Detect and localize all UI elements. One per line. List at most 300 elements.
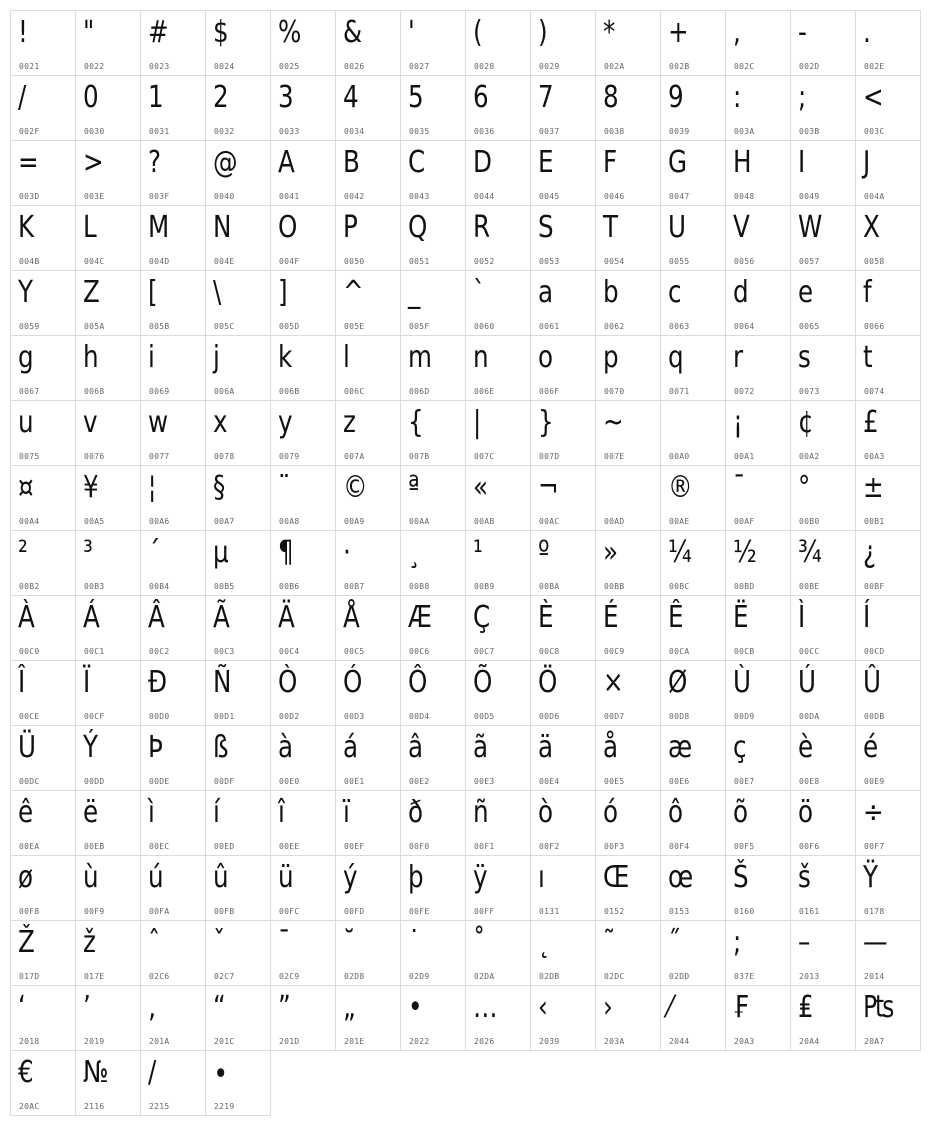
glyph-cell — [466, 76, 531, 141]
glyph-code-label: 00DE — [149, 777, 170, 786]
glyph-code-label: 00CC — [799, 647, 820, 656]
glyph-code-label: 00BE — [799, 582, 820, 591]
glyph-code-label: 0152 — [604, 907, 625, 916]
glyph-code-label: 00B2 — [19, 582, 40, 591]
glyph-code-label: 002F — [19, 127, 40, 136]
glyph-code-label: 003A — [734, 127, 755, 136]
glyph-code-label: 00BB — [604, 582, 625, 591]
glyph-cell — [661, 986, 726, 1051]
glyph-code-label: 00E7 — [734, 777, 755, 786]
glyph-cell — [206, 206, 271, 271]
glyph-code-label: 0028 — [474, 62, 495, 71]
glyph-sample: ï — [343, 795, 350, 830]
glyph-code-label: 00B8 — [409, 582, 430, 591]
glyph-code-label: 00FC — [279, 907, 300, 916]
glyph-sample: © — [343, 470, 368, 505]
glyph-cell — [531, 856, 596, 921]
glyph-code-label: 00EB — [84, 842, 105, 851]
glyph-sample: ^ — [343, 275, 364, 310]
glyph-sample: Z — [83, 275, 100, 310]
glyph-code-label: 0153 — [669, 907, 690, 916]
glyph-code-label: 00DA — [799, 712, 820, 721]
glyph-cell — [76, 726, 141, 791]
glyph-code-label: 00B0 — [799, 517, 820, 526]
glyph-cell — [76, 271, 141, 336]
glyph-sample: M — [148, 210, 170, 245]
glyph-cell — [856, 856, 921, 921]
glyph-cell — [791, 986, 856, 1051]
glyph-code-label: 02DD — [669, 972, 690, 981]
glyph-sample: « — [473, 470, 489, 505]
glyph-sample: ˘ — [343, 925, 356, 960]
glyph-code-label: 005F — [409, 322, 430, 331]
glyph-sample: v — [83, 405, 98, 440]
glyph-sample: ‹ — [538, 990, 548, 1025]
glyph-code-label: 00E4 — [539, 777, 560, 786]
glyph-code-label: 00FE — [409, 907, 430, 916]
glyph-sample: Â — [148, 600, 165, 635]
glyph-sample: ê — [18, 795, 34, 830]
glyph-code-label: 004B — [19, 257, 40, 266]
glyph-sample: X — [863, 210, 880, 245]
glyph-cell — [76, 206, 141, 271]
glyph-cell — [596, 596, 661, 661]
glyph-code-label: 201E — [344, 1037, 365, 1046]
glyph-code-label: 00DD — [84, 777, 105, 786]
glyph-sample: € — [18, 1055, 34, 1090]
glyph-code-label: 00F0 — [409, 842, 430, 851]
glyph-code-label: 017D — [19, 972, 40, 981]
glyph-sample: B — [343, 145, 360, 180]
glyph-code-label: 00D5 — [474, 712, 495, 721]
glyph-cell — [206, 401, 271, 466]
glyph-code-label: 003E — [84, 192, 105, 201]
glyph-sample: N — [213, 210, 232, 245]
glyph-code-label: 00C4 — [279, 647, 300, 656]
glyph-code-label: 2018 — [19, 1037, 40, 1046]
glyph-sample: I — [798, 145, 806, 180]
glyph-sample: ¶ — [278, 535, 294, 570]
glyph-cell — [791, 531, 856, 596]
glyph-sample: » — [603, 535, 619, 570]
glyph-code-label: 00F7 — [864, 842, 885, 851]
glyph-code-label: 0026 — [344, 62, 365, 71]
glyph-code-label: 0059 — [19, 322, 40, 331]
glyph-sample: W — [798, 210, 823, 245]
glyph-sample: } — [538, 405, 554, 440]
glyph-code-label: 00EC — [149, 842, 170, 851]
glyph-sample: ½ — [733, 535, 757, 570]
glyph-code-label: 00CB — [734, 647, 755, 656]
glyph-code-label: 00B7 — [344, 582, 365, 591]
glyph-code-label: 007E — [604, 452, 625, 461]
glyph-sample: ¬ — [538, 470, 559, 505]
glyph-cell — [466, 531, 531, 596]
glyph-sample: ¹ — [473, 535, 483, 570]
glyph-cell — [336, 141, 401, 206]
glyph-code-label: 00B4 — [149, 582, 170, 591]
glyph-code-label: 20A7 — [864, 1037, 885, 1046]
glyph-cell — [726, 466, 791, 531]
glyph-code-label: 00BD — [734, 582, 755, 591]
glyph-sample: ˚ — [473, 925, 486, 960]
glyph-cell — [791, 596, 856, 661]
glyph-sample: d — [733, 275, 749, 310]
glyph-code-label: 00DB — [864, 712, 885, 721]
glyph-code-label: 0022 — [84, 62, 105, 71]
glyph-code-label: 00AA — [409, 517, 430, 526]
glyph-cell — [466, 986, 531, 1051]
glyph-sample: P — [343, 210, 358, 245]
glyph-sample: Á — [83, 600, 100, 635]
glyph-sample: ` — [473, 275, 486, 310]
glyph-cell — [401, 596, 466, 661]
glyph-cell — [661, 921, 726, 986]
glyph-sample: ¯ — [733, 470, 746, 505]
glyph-code-label: 0074 — [864, 387, 885, 396]
glyph-sample: § — [213, 470, 226, 505]
glyph-sample: ¥ — [83, 470, 99, 505]
glyph-cell — [336, 466, 401, 531]
glyph-cell — [401, 986, 466, 1051]
glyph-cell — [401, 336, 466, 401]
glyph-sample: 5 — [408, 80, 424, 115]
glyph-code-label: 006E — [474, 387, 495, 396]
glyph-code-label: 00B6 — [279, 582, 300, 591]
glyph-code-label: 006F — [539, 387, 560, 396]
glyph-code-label: 00FD — [344, 907, 365, 916]
glyph-code-label: 0045 — [539, 192, 560, 201]
glyph-sample: ’ — [83, 990, 91, 1025]
glyph-sample: ë — [83, 795, 99, 830]
glyph-code-label: 00D2 — [279, 712, 300, 721]
glyph-cell — [206, 661, 271, 726]
glyph-code-label: 0034 — [344, 127, 365, 136]
glyph-sample: â — [408, 730, 424, 765]
glyph-cell — [856, 596, 921, 661]
glyph-cell — [726, 791, 791, 856]
glyph-code-label: 00A1 — [734, 452, 755, 461]
glyph-cell — [141, 401, 206, 466]
glyph-code-label: 00E2 — [409, 777, 430, 786]
glyph-code-label: 004A — [864, 192, 885, 201]
glyph-sample: ” — [278, 990, 291, 1025]
glyph-cell — [466, 791, 531, 856]
glyph-sample: 6 — [473, 80, 489, 115]
glyph-sample: ò — [538, 795, 554, 830]
glyph-cell — [856, 401, 921, 466]
glyph-cell — [141, 531, 206, 596]
glyph-cell — [466, 141, 531, 206]
glyph-code-label: 02D8 — [344, 972, 365, 981]
glyph-cell — [401, 401, 466, 466]
glyph-cell — [661, 271, 726, 336]
glyph-cell — [596, 336, 661, 401]
glyph-sample: Í — [863, 600, 871, 635]
glyph-code-label: 00AC — [539, 517, 560, 526]
glyph-code-label: 0054 — [604, 257, 625, 266]
glyph-code-label: 00E3 — [474, 777, 495, 786]
glyph-code-label: 0024 — [214, 62, 235, 71]
glyph-sample: þ — [408, 860, 424, 895]
glyph-code-label: 0032 — [214, 127, 235, 136]
glyph-cell — [76, 921, 141, 986]
glyph-sample: á — [343, 730, 359, 765]
glyph-sample: ù — [83, 860, 99, 895]
glyph-sample: æ — [668, 730, 693, 765]
glyph-sample: Õ — [473, 665, 493, 700]
glyph-sample: É — [603, 600, 619, 635]
glyph-cell — [206, 921, 271, 986]
glyph-code-label: 0161 — [799, 907, 820, 916]
glyph-cell — [401, 206, 466, 271]
glyph-sample: ¢ — [798, 405, 814, 440]
glyph-sample: ₤ — [798, 990, 814, 1025]
glyph-sample: % — [278, 15, 302, 50]
glyph-cell — [466, 596, 531, 661]
glyph-cell — [791, 11, 856, 76]
glyph-code-label: 00B5 — [214, 582, 235, 591]
glyph-cell — [76, 1051, 141, 1116]
glyph-cell — [401, 726, 466, 791]
glyph-cell — [76, 791, 141, 856]
glyph-code-label: 0131 — [539, 907, 560, 916]
glyph-code-label: 00C1 — [84, 647, 105, 656]
glyph-sample: 0 — [83, 80, 99, 115]
glyph-code-label: 0071 — [669, 387, 690, 396]
glyph-cell — [141, 856, 206, 921]
glyph-code-label: 0037 — [539, 127, 560, 136]
glyph-sample: Ÿ — [863, 860, 879, 895]
glyph-sample: x — [213, 405, 228, 440]
glyph-cell — [726, 206, 791, 271]
glyph-sample: ÿ — [473, 860, 488, 895]
glyph-cell — [531, 531, 596, 596]
glyph-code-label: 00A5 — [84, 517, 105, 526]
glyph-sample: ô — [668, 795, 684, 830]
glyph-sample: 1 — [148, 80, 164, 115]
glyph-code-label: 00A2 — [799, 452, 820, 461]
glyph-sample: ˆ — [148, 925, 161, 960]
glyph-cell — [401, 141, 466, 206]
glyph-sample: " — [83, 15, 95, 50]
glyph-sample: . — [863, 15, 871, 50]
glyph-code-label: 0039 — [669, 127, 690, 136]
glyph-sample: › — [603, 990, 613, 1025]
glyph-code-label: 0048 — [734, 192, 755, 201]
glyph-cell — [206, 76, 271, 141]
glyph-sample: H — [733, 145, 752, 180]
glyph-cell — [206, 141, 271, 206]
glyph-cell — [791, 856, 856, 921]
glyph-cell — [336, 986, 401, 1051]
glyph-sample: ∕ — [148, 1055, 157, 1090]
glyph-cell — [206, 336, 271, 401]
glyph-cell — [141, 921, 206, 986]
glyph-code-label: 2022 — [409, 1037, 430, 1046]
glyph-code-label: 0078 — [214, 452, 235, 461]
glyph-sample: û — [213, 860, 229, 895]
glyph-code-label: 00F6 — [799, 842, 820, 851]
glyph-sample: Å — [343, 600, 360, 635]
glyph-cell — [596, 76, 661, 141]
glyph-code-label: 00BF — [864, 582, 885, 591]
glyph-cell — [531, 76, 596, 141]
glyph-code-label: 002B — [669, 62, 690, 71]
glyph-sample: - — [798, 15, 807, 50]
glyph-cell — [661, 206, 726, 271]
glyph-code-label: 007D — [539, 452, 560, 461]
glyph-code-label: 203A — [604, 1037, 625, 1046]
glyph-sample: ² — [18, 535, 28, 570]
glyph-code-label: 00C5 — [344, 647, 365, 656]
glyph-code-label: 02C9 — [279, 972, 300, 981]
glyph-cell — [726, 336, 791, 401]
glyph-cell — [401, 11, 466, 76]
glyph-code-label: 0067 — [19, 387, 40, 396]
glyph-code-label: 004F — [279, 257, 300, 266]
glyph-code-label: 0079 — [279, 452, 300, 461]
glyph-cell — [141, 466, 206, 531]
glyph-sample: a — [538, 275, 554, 310]
glyph-code-label: 006A — [214, 387, 235, 396]
glyph-cell — [596, 856, 661, 921]
glyph-cell — [11, 726, 76, 791]
glyph-code-label: 0062 — [604, 322, 625, 331]
glyph-cell — [76, 141, 141, 206]
glyph-code-label: 00C9 — [604, 647, 625, 656]
glyph-cell — [466, 921, 531, 986]
glyph-sample: c — [668, 275, 682, 310]
glyph-sample: # — [148, 15, 169, 50]
glyph-sample: m — [408, 340, 432, 375]
glyph-cell — [531, 336, 596, 401]
glyph-cell — [726, 11, 791, 76]
glyph-code-label: 00F4 — [669, 842, 690, 851]
glyph-sample: Ì — [798, 600, 806, 635]
glyph-sample: G — [668, 145, 688, 180]
glyph-sample: g — [18, 340, 34, 375]
glyph-code-label: 003C — [864, 127, 885, 136]
glyph-code-label: 02DB — [539, 972, 560, 981]
glyph-code-label: 0043 — [409, 192, 430, 201]
glyph-code-label: 02DC — [604, 972, 625, 981]
glyph-code-label: 2014 — [864, 972, 885, 981]
glyph-cell — [401, 271, 466, 336]
glyph-cell — [11, 271, 76, 336]
glyph-cell — [661, 76, 726, 141]
glyph-sample: ± — [863, 470, 884, 505]
glyph-sample: _ — [408, 275, 421, 310]
glyph-cell — [531, 726, 596, 791]
glyph-code-label: 00F2 — [539, 842, 560, 851]
glyph-code-label: 007A — [344, 452, 365, 461]
glyph-cell — [726, 401, 791, 466]
glyph-sample: ˛ — [538, 925, 551, 960]
glyph-cell — [206, 531, 271, 596]
glyph-cell — [336, 921, 401, 986]
glyph-code-label: 00D8 — [669, 712, 690, 721]
glyph-cell — [661, 466, 726, 531]
glyph-cell — [206, 986, 271, 1051]
glyph-code-label: 002D — [799, 62, 820, 71]
glyph-code-label: 00F1 — [474, 842, 495, 851]
glyph-sample: J — [863, 145, 871, 180]
glyph-code-label: 00EE — [279, 842, 300, 851]
glyph-sample: 9 — [668, 80, 684, 115]
glyph-sample: j — [213, 340, 220, 375]
glyph-cell — [596, 531, 661, 596]
glyph-sample: ' — [408, 15, 415, 50]
glyph-sample: y — [278, 405, 293, 440]
glyph-code-label: 0064 — [734, 322, 755, 331]
glyph-sample: … — [473, 990, 498, 1025]
glyph-code-label: 004C — [84, 257, 105, 266]
glyph-code-label: 00AD — [604, 517, 625, 526]
glyph-cell — [531, 466, 596, 531]
glyph-sample: ³ — [83, 535, 93, 570]
glyph-code-label: 00D6 — [539, 712, 560, 721]
glyph-sample: Y — [18, 275, 34, 310]
glyph-sample: Ö — [538, 665, 558, 700]
glyph-sample: $ — [213, 15, 229, 50]
glyph-cell — [11, 596, 76, 661]
glyph-sample: S — [538, 210, 554, 245]
glyph-sample: ( — [473, 15, 483, 50]
glyph-sample: š — [798, 860, 811, 895]
glyph-sample: ý — [343, 860, 358, 895]
glyph-sample: ¦ — [148, 470, 157, 505]
glyph-cell — [401, 531, 466, 596]
glyph-cell — [141, 661, 206, 726]
glyph-sample: ¨ — [278, 470, 291, 505]
glyph-code-label: 0036 — [474, 127, 495, 136]
glyph-cell — [596, 206, 661, 271]
glyph-code-label: 0046 — [604, 192, 625, 201]
glyph-code-label: 0042 — [344, 192, 365, 201]
glyph-sample: / — [18, 80, 27, 115]
glyph-cell — [336, 856, 401, 921]
glyph-code-label: 0160 — [734, 907, 755, 916]
glyph-cell — [11, 206, 76, 271]
glyph-sample: ~ — [603, 405, 624, 440]
glyph-sample: l — [343, 340, 350, 375]
glyph-sample: Ã — [213, 600, 230, 635]
glyph-code-label: 00FA — [149, 907, 170, 916]
glyph-cell — [271, 856, 336, 921]
glyph-code-label: 00A8 — [279, 517, 300, 526]
glyph-sample: t — [863, 340, 873, 375]
glyph-code-label: 005E — [344, 322, 365, 331]
glyph-sample: i — [148, 340, 155, 375]
glyph-cell — [11, 921, 76, 986]
glyph-cell — [531, 986, 596, 1051]
glyph-cell — [856, 206, 921, 271]
glyph-sample: Š — [733, 860, 749, 895]
glyph-code-label: 00D9 — [734, 712, 755, 721]
glyph-sample: 2 — [213, 80, 229, 115]
glyph-code-label: 2215 — [149, 1102, 170, 1111]
glyph-code-label: 00EA — [19, 842, 40, 851]
glyph-code-label: 00C7 — [474, 647, 495, 656]
glyph-code-label: 20A4 — [799, 1037, 820, 1046]
glyph-sample: 3 — [278, 80, 294, 115]
glyph-cell — [11, 1051, 76, 1116]
glyph-cell — [336, 401, 401, 466]
glyph-code-label: 2039 — [539, 1037, 560, 1046]
glyph-code-label: 00C3 — [214, 647, 235, 656]
glyph-cell — [336, 596, 401, 661]
